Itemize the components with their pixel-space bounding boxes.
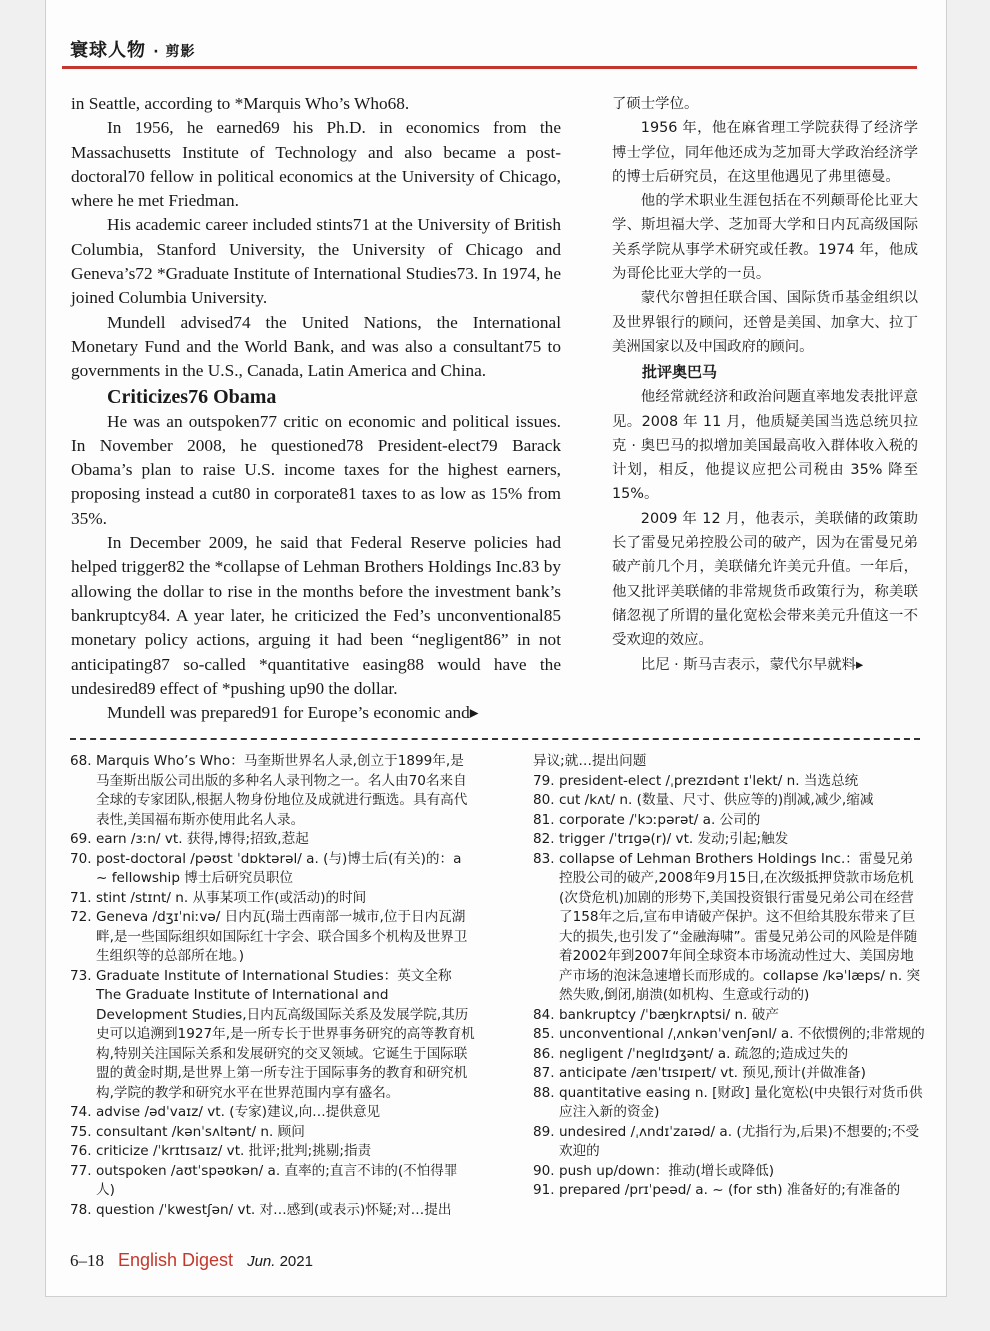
magazine-name: English Digest	[118, 1250, 234, 1270]
chinese-paragraph: 比尼 · 斯马吉表示，蒙代尔早就料▸	[640, 656, 864, 673]
vocab-item: 73. Graduate Institute of International Studies：英文全称The Graduate Institute of International and Development Studies,日内瓦高级国际关系及发展学院,其历史可以追溯到1927年,是一所专长于世界事务研究的高等教育机构,特别关注国际关系和发展研究的交叉领域。它诞生于国际联盟的黄金时期,是世界上第一所专注于国际事务的教育和研究机构,学院的教学和研究水平在世界范围内享有盛名。	[70, 967, 475, 1101]
vocab-list-right	[533, 752, 925, 1201]
section-title: 寰球人物	[70, 40, 146, 61]
vocab-list-left	[70, 752, 476, 1220]
vocab-item: 77. outspoken /aʊtˈspəʊkən/ a. 直率的;直言不讳的(不怕得罪人)	[70, 1162, 458, 1198]
vocab-item: 82. trigger /ˈtrɪɡə(r)/ vt. 发动;引起;触发	[533, 831, 789, 847]
vocab-item: 81. corporate /ˈkɔːpərət/ a. 公司的	[533, 811, 761, 828]
chinese-column	[612, 92, 918, 677]
english-paragraph: In 1956, he earned69 his Ph.D. in economics from the Massachusetts Institute of Technology and also became a post-doctoral70 fellow in political economics at the University of Chicago, where he met Friedman.	[71, 118, 561, 211]
vocab-item: 异议;就…提出问题	[533, 753, 647, 769]
issue-year: 2021	[279, 1253, 313, 1270]
chinese-paragraph: 了硕士学位。	[612, 96, 699, 112]
vocab-item: 72. Geneva /dʒɪˈniːvə/ 日内瓦(瑞士西南部一城市,位于日内瓦湖畔,是一些国际组织如国际红十字会、联合国多个机构及世界卫生组织等的总部所在地。)	[70, 909, 468, 964]
vocab-item: 87. anticipate /ænˈtɪsɪpeɪt/ vt. 预见,预计(并做准备)	[533, 1065, 866, 1081]
vocab-item: 78. question /ˈkwestʃən/ vt. 对…感到(或表示)怀疑;对…提出	[70, 1201, 452, 1218]
vocab-item: 68. Marquis Who’s Who：马奎斯世界名人录,创立于1899年,是马奎斯出版公司出版的多种名人录刊物之一。名人由70名来自全球的专家团队,根据人物身份地位及成就进行甄选。具有高代表性,美国福布斯亦使用此名人录。	[70, 753, 468, 828]
english-heading: Criticizes76 Obama	[107, 385, 277, 408]
vocab-item: 79. president-elect /ˌprezɪdənt ɪˈlekt/ n. 当选总统	[533, 772, 859, 789]
page-footer	[70, 1250, 313, 1271]
english-paragraph: He was an outspoken77 critic on economic and political issues. In November 2008, he questioned78 President-elect79 Barack Obama’s plan to raise U.S. income taxes for the highest earners, proposing instead a cut80 in corporate81 taxes to as low as 15% from 35%.	[71, 411, 561, 528]
page-number: 6–18	[70, 1251, 104, 1270]
section-subtitle: 剪影	[165, 44, 196, 60]
vocab-item: 75. consultant /kənˈsʌltənt/ n. 顾问	[70, 1123, 305, 1140]
vocab-item: 90. push up/down：推动(增长或降低)	[533, 1162, 775, 1179]
chinese-heading: 批评奥巴马	[642, 363, 718, 382]
chinese-paragraph: 他的学术职业生涯包括在不列颠哥伦比亚大学、斯坦福大学、芝加哥大学和日内瓦高级国际关系学院从事学术研究或任教。1974 年，他成为哥伦比亚大学的一员。	[612, 193, 918, 283]
vocab-item: 86. negligent /ˈneɡlɪdʒənt/ a. 疏忽的;造成过失的	[533, 1045, 849, 1062]
vocab-item: 76. criticize /ˈkrɪtɪsaɪz/ vt. 批评;批判;挑剔;指责	[70, 1143, 372, 1159]
vocab-item: 74. advise /ədˈvaɪz/ vt. (专家)建议,向…提供意见	[70, 1104, 381, 1120]
vocab-item: 89. undesired /ˌʌndɪˈzaɪəd/ a. (尤指行为,后果)不想要的;不受欢迎的	[533, 1123, 920, 1159]
vocab-item: 83. collapse of Lehman Brothers Holdings Inc.：雷曼兄弟控股公司的破产,2008年9月15日,在次级抵押贷款市场危机(次贷危机)加剧的形势下,美国投资银行雷曼兄弟公司在经营了158年之后,宣布申请破产保护。这不但给其股东带来了巨大的损失,也引发了“金融海啸”。雷曼兄弟公司的风险是伴随着2002年到2007年间全球资本市场流动性过大、美国房地产市场的泡沫急速增长而形成的。collapse /kəˈlæps/ n. 突然失败,倒闭,崩溃(如机构、生意或行动的)	[533, 850, 921, 1003]
vocab-item: 70. post-doctoral /pəʊst ˈdɒktərəl/ a. (与)博士后(有关)的：a ~ fellowship 博士后研究员职位	[70, 850, 462, 886]
vocab-item: 91. prepared /prɪˈpeəd/ a. ~ (for sth) 准备好的;有准备的	[533, 1182, 901, 1198]
english-paragraph: in Seattle, according to *Marquis Who’s Who68.	[71, 94, 410, 113]
chinese-paragraph: 2009 年 12 月，他表示，美联储的政策助长了雷曼兄弟控股公司的破产，因为在雷曼兄弟破产前几个月，美联储允许美元升值。一年后，他又批评美联储的非常规货币政策行为，称美联储忽视了所谓的量化宽松会带来美元升值这一不受欢迎的效应。	[612, 510, 918, 649]
vocab-item: 88. quantitative easing n. [财政] 量化宽松(中央银行对货币供应注入新的资金)	[533, 1084, 923, 1120]
english-paragraph: Mundell was prepared91 for Europe’s economic and▸	[107, 703, 479, 723]
section-header: 寰球人物 · 剪影	[70, 40, 196, 61]
english-column	[71, 92, 561, 725]
vocab-divider	[70, 738, 920, 740]
chinese-paragraph: 蒙代尔曾担任联合国、国际货币基金组织以及世界银行的顾问，还曾是美国、加拿大、拉丁美洲国家以及中国政府的顾问。	[612, 290, 918, 355]
chinese-paragraph: 1956 年，他在麻省理工学院获得了经济学博士学位，同年他还成为芝加哥大学政治经济学的博士后研究员，在这里他遇见了弗里德曼。	[612, 120, 918, 185]
chinese-paragraph: 他经常就经济和政治问题直率地发表批评意见。2008 年 11 月，他质疑美国当选总统贝拉克 · 奥巴马的拟增加美国最高收入群体收入税的计划，相反，他提议应把公司税由 35% 降至 15%。	[612, 389, 918, 503]
issue-month: Jun.	[247, 1253, 276, 1270]
header-rule	[62, 66, 917, 69]
vocab-item: 84. bankruptcy /ˈbæŋkrʌptsi/ n. 破产	[533, 1006, 779, 1023]
english-paragraph: Mundell advised74 the United Nations, the International Monetary Fund and the World Bank, and was also a consultant75 to governments in the U.S., Canada, Latin America and China.	[71, 312, 561, 381]
vocab-item: 85. unconventional /ˌʌnkənˈvenʃənl/ a. 不依惯例的;非常规的	[533, 1026, 925, 1042]
vocab-item: 69. earn /ɜːn/ vt. 获得,博得;招致,惹起	[70, 831, 309, 847]
english-paragraph: His academic career included stints71 at the University of British Columbia, Stanford University, the University of Chicago and Geneva’s72 *Graduate Institute of International Studies73. In 1974, he joined Columbia University.	[71, 215, 561, 308]
vocab-item: 80. cut /kʌt/ n. (数量、尺寸、供应等的)削减,减少,缩减	[533, 792, 874, 808]
english-paragraph: In December 2009, he said that Federal Reserve policies had helped trigger82 the *collapse of Lehman Brothers Holdings Inc.83 by allowing the dollar to rise in the months before the investment bank’s bankruptcy84. A year later, he criticized the Fed’s unconventional85 monetary policy actions, arguing it had been “negligent86” in not anticipating87 so-called *quantitative easing88 would have the undesired89 effect of *pushing up90 the dollar.	[71, 533, 561, 698]
issue-date	[247, 1253, 313, 1270]
vocab-item: 71. stint /stɪnt/ n. 从事某项工作(或活动)的时间	[70, 889, 367, 906]
